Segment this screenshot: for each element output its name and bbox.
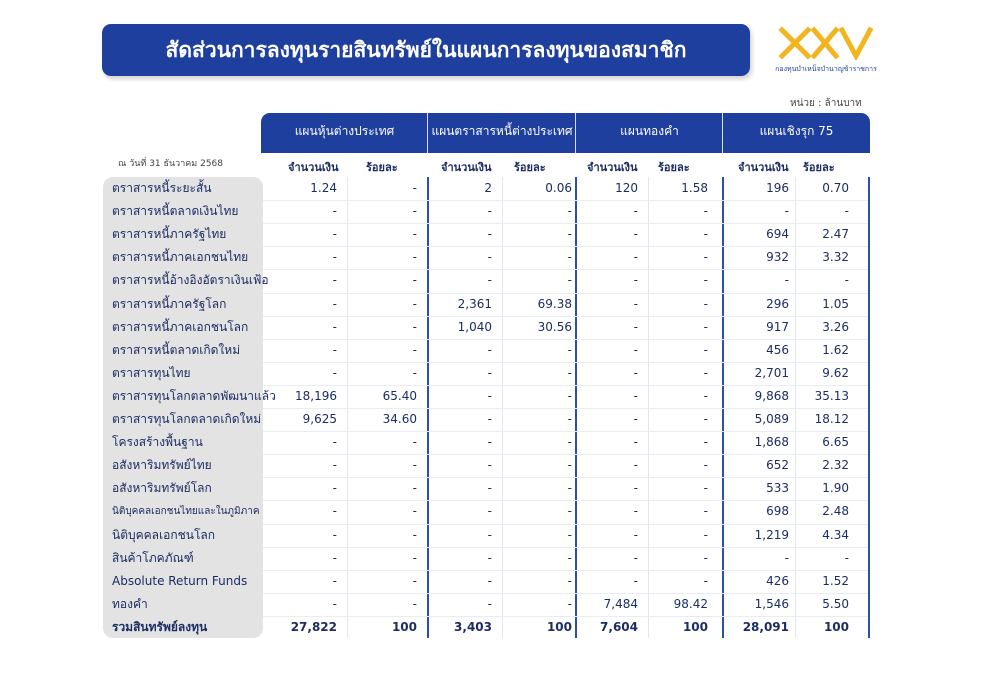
row-separator	[263, 246, 868, 247]
amount-cell: -	[633, 204, 638, 218]
percent-cell: -	[703, 504, 708, 518]
amount-cell: -	[633, 273, 638, 287]
percent-cell: -	[703, 297, 708, 311]
subheader-amount: จำนวนเงิน	[738, 161, 789, 174]
percent-cell: -	[412, 481, 417, 495]
amount-cell: 9,625	[302, 412, 337, 426]
percent-cell: -	[703, 481, 708, 495]
amount-cell: 694	[766, 227, 789, 241]
total-row-label: รวมสินทรัพย์ลงทุน	[112, 620, 208, 634]
row-separator	[263, 385, 868, 386]
amount-cell: 120	[615, 181, 638, 195]
percent-cell: -	[567, 435, 572, 449]
row-separator	[263, 547, 868, 548]
row-label: ตราสารหนี้ภาครัฐไทย	[112, 227, 227, 241]
amount-cell: -	[332, 343, 337, 357]
amount-cell: -	[633, 366, 638, 380]
percent-cell: -	[703, 574, 708, 588]
amount-cell: 7,484	[603, 597, 638, 611]
percent-cell: 1.05	[822, 297, 849, 311]
percent-cell: 1.62	[822, 343, 849, 357]
percent-cell: 0.06	[545, 181, 572, 195]
amount-cell: -	[784, 273, 789, 287]
row-separator	[263, 293, 868, 294]
amount-cell: 426	[766, 574, 789, 588]
amount-cell: 1,546	[754, 597, 789, 611]
row-separator	[263, 616, 868, 617]
percent-cell: -	[844, 273, 849, 287]
subheader-percent: ร้อยละ	[658, 161, 690, 174]
row-label: ตราสารหนี้ภาครัฐโลก	[112, 297, 227, 311]
percent-cell: 100	[546, 620, 572, 634]
amount-cell: -	[332, 297, 337, 311]
amount-cell: -	[487, 481, 492, 495]
row-label: ตราสารหนี้ภาคเอกชนโลก	[112, 320, 249, 334]
amount-cell: 196	[766, 181, 789, 195]
percent-cell: 100	[823, 620, 849, 634]
percent-cell: -	[567, 504, 572, 518]
amount-cell: 2,701	[754, 366, 789, 380]
row-separator	[263, 316, 868, 317]
amount-cell: -	[332, 204, 337, 218]
amount-cell: 1.24	[310, 181, 337, 195]
percent-cell: 1.58	[681, 181, 708, 195]
percent-cell: -	[567, 389, 572, 403]
percent-cell: 9.62	[822, 366, 849, 380]
gpf-logo-icon	[778, 26, 874, 60]
amount-cell: -	[332, 528, 337, 542]
amount-cell: -	[633, 320, 638, 334]
amount-cell: 7,604	[600, 620, 638, 634]
row-separator	[263, 431, 868, 432]
percent-cell: -	[567, 597, 572, 611]
as-of-date: ณ วันที่ 31 ธันวาคม 2568	[118, 159, 223, 169]
row-label: ทองคำ	[112, 597, 148, 611]
amount-cell: -	[487, 551, 492, 565]
percent-cell: 100	[391, 620, 417, 634]
percent-cell: -	[412, 181, 417, 195]
percent-cell: 98.42	[673, 597, 708, 611]
row-separator	[263, 593, 868, 594]
percent-cell: -	[703, 458, 708, 472]
row-separator	[263, 223, 868, 224]
percent-cell: -	[567, 481, 572, 495]
subheader-amount: จำนวนเงิน	[288, 161, 339, 174]
amount-cell: -	[487, 597, 492, 611]
percent-cell: -	[567, 250, 572, 264]
row-label: ตราสารหนี้ภาคเอกชนไทย	[112, 250, 249, 264]
subheader-percent: ร้อยละ	[803, 161, 835, 174]
subheader-amount: จำนวนเงิน	[587, 161, 638, 174]
row-label: สินค้าโภคภัณฑ์	[112, 551, 194, 565]
amount-cell: -	[784, 551, 789, 565]
amount-cell: 2,361	[457, 297, 492, 311]
plan-header-foreign-bond: แผนตราสารหนี้ต่างประเทศ	[428, 113, 576, 153]
row-separator	[263, 269, 868, 270]
row-separator	[263, 570, 868, 571]
amount-cell: -	[633, 481, 638, 495]
row-label: ตราสารทุนโลกตลาดพัฒนาแล้ว	[112, 389, 276, 403]
percent-cell: -	[703, 528, 708, 542]
percent-cell: -	[412, 528, 417, 542]
percent-cell: 2.48	[822, 504, 849, 518]
percent-cell: -	[412, 504, 417, 518]
row-label: นิติบุคคลเอกชนโลก	[112, 528, 216, 542]
amount-cell: -	[633, 227, 638, 241]
amount-cell: -	[633, 458, 638, 472]
subheader-amount: จำนวนเงิน	[441, 161, 492, 174]
amount-cell: -	[633, 297, 638, 311]
plan-divider	[868, 177, 870, 638]
amount-cell: 3,403	[454, 620, 492, 634]
row-separator	[263, 408, 868, 409]
percent-cell: -	[567, 204, 572, 218]
amount-cell: 28,091	[742, 620, 789, 634]
row-label: อสังหาริมทรัพย์โลก	[112, 481, 212, 495]
row-label: ตราสารทุนโลกตลาดเกิดใหม่	[112, 412, 262, 426]
amount-cell: -	[332, 458, 337, 472]
amount-cell: -	[332, 574, 337, 588]
percent-cell: -	[412, 366, 417, 380]
amount-cell: 932	[766, 250, 789, 264]
amount-cell: -	[633, 574, 638, 588]
amount-cell: -	[332, 481, 337, 495]
row-separator	[263, 500, 868, 501]
percent-cell: -	[703, 343, 708, 357]
row-label: Absolute Return Funds	[112, 574, 248, 588]
amount-cell: -	[332, 435, 337, 449]
percent-cell: 30.56	[537, 320, 572, 334]
amount-cell: -	[633, 551, 638, 565]
percent-cell: -	[703, 204, 708, 218]
percent-cell: -	[703, 227, 708, 241]
row-label: ตราสารทุนไทย	[112, 366, 191, 380]
row-separator	[263, 524, 868, 525]
percent-cell: -	[703, 389, 708, 403]
percent-cell: -	[567, 343, 572, 357]
amount-cell: -	[332, 273, 337, 287]
percent-cell: 6.65	[822, 435, 849, 449]
percent-cell: -	[567, 227, 572, 241]
amount-cell: -	[487, 343, 492, 357]
amount-cell: -	[487, 458, 492, 472]
amount-cell: 533	[766, 481, 789, 495]
percent-cell: -	[412, 574, 417, 588]
percent-cell: -	[703, 551, 708, 565]
amount-cell: -	[487, 389, 492, 403]
amount-cell: -	[487, 204, 492, 218]
amount-cell: -	[633, 250, 638, 264]
amount-cell: -	[332, 227, 337, 241]
subheader-percent: ร้อยละ	[514, 161, 546, 174]
amount-cell: 698	[766, 504, 789, 518]
row-separator	[263, 362, 868, 363]
amount-cell: 9,868	[754, 389, 789, 403]
amount-cell: -	[487, 412, 492, 426]
row-label: อสังหาริมทรัพย์ไทย	[112, 458, 212, 472]
percent-cell: -	[844, 204, 849, 218]
percent-cell: 1.52	[822, 574, 849, 588]
amount-cell: 296	[766, 297, 789, 311]
logo-caption: กองทุนบำเหน็จบำนาญข้าราชการ	[775, 65, 877, 73]
percent-cell: -	[567, 412, 572, 426]
percent-cell: -	[567, 458, 572, 472]
amount-cell: 652	[766, 458, 789, 472]
amount-cell: -	[487, 227, 492, 241]
amount-cell: 18,196	[295, 389, 337, 403]
amount-cell: 1,040	[457, 320, 492, 334]
percent-cell: -	[703, 412, 708, 426]
page-title: สัดส่วนการลงทุนรายสินทรัพย์ในแผนการลงทุนของสมาชิก	[102, 24, 750, 76]
percent-cell: 3.26	[822, 320, 849, 334]
percent-cell: -	[412, 204, 417, 218]
amount-cell: -	[332, 250, 337, 264]
percent-cell: -	[703, 435, 708, 449]
percent-cell: -	[703, 366, 708, 380]
amount-cell: -	[633, 435, 638, 449]
subheader-percent: ร้อยละ	[366, 161, 398, 174]
percent-cell: 65.40	[382, 389, 417, 403]
percent-cell: -	[412, 297, 417, 311]
percent-cell: 35.13	[814, 389, 849, 403]
percent-cell: -	[412, 320, 417, 334]
percent-cell: -	[567, 551, 572, 565]
percent-cell: -	[567, 574, 572, 588]
percent-cell: 5.50	[822, 597, 849, 611]
amount-cell: -	[487, 528, 492, 542]
amount-cell: -	[332, 551, 337, 565]
percent-cell: -	[567, 273, 572, 287]
percent-cell: 18.12	[814, 412, 849, 426]
unit-note: หน่วย : ล้านบาท	[790, 98, 862, 109]
percent-cell: -	[412, 273, 417, 287]
percent-cell: -	[703, 250, 708, 264]
percent-cell: 2.32	[822, 458, 849, 472]
row-separator	[263, 477, 868, 478]
amount-cell: 456	[766, 343, 789, 357]
amount-cell: 1,219	[754, 528, 789, 542]
plan-header-foreign-equity: แผนหุ้นต่างประเทศ	[261, 113, 428, 153]
percent-cell: 100	[682, 620, 708, 634]
percent-cell: 1.90	[822, 481, 849, 495]
amount-cell: -	[784, 204, 789, 218]
plan-header-gold: แผนทองคำ	[576, 113, 723, 153]
percent-cell: -	[703, 273, 708, 287]
amount-cell: 5,089	[754, 412, 789, 426]
row-label: นิติบุคคลเอกชนไทยและในภูมิภาค	[112, 506, 260, 517]
amount-cell: 27,822	[290, 620, 337, 634]
percent-cell: 34.60	[382, 412, 417, 426]
percent-cell: -	[412, 343, 417, 357]
logo	[770, 26, 880, 78]
amount-cell: -	[332, 504, 337, 518]
percent-cell: -	[703, 320, 708, 334]
amount-cell: -	[633, 528, 638, 542]
percent-cell: -	[412, 435, 417, 449]
amount-cell: -	[487, 504, 492, 518]
row-label: โครงสร้างพื้นฐาน	[112, 435, 203, 449]
amount-cell: -	[332, 366, 337, 380]
amount-cell: -	[487, 435, 492, 449]
percent-cell: -	[567, 528, 572, 542]
row-separator	[263, 200, 868, 201]
percent-cell: 3.32	[822, 250, 849, 264]
amount-cell: -	[487, 273, 492, 287]
row-label: ตราสารหนี้อ้างอิงอัตราเงินเฟ้อ	[112, 273, 269, 287]
amount-cell: -	[332, 597, 337, 611]
percent-cell: -	[412, 227, 417, 241]
percent-cell: -	[844, 551, 849, 565]
amount-cell: 2	[484, 181, 492, 195]
percent-cell: 2.47	[822, 227, 849, 241]
amount-cell: -	[633, 389, 638, 403]
percent-cell: 0.70	[822, 181, 849, 195]
plan-header-active-75: แผนเชิงรุก 75	[723, 113, 870, 153]
amount-cell: -	[487, 366, 492, 380]
amount-cell: 917	[766, 320, 789, 334]
amount-cell: -	[633, 343, 638, 357]
percent-cell: -	[567, 366, 572, 380]
percent-cell: -	[412, 597, 417, 611]
percent-cell: -	[412, 458, 417, 472]
row-label: ตราสารหนี้ตลาดเงินไทย	[112, 204, 239, 218]
percent-cell: 69.38	[537, 297, 572, 311]
percent-cell: -	[412, 551, 417, 565]
row-label: ตราสารหนี้ระยะสั้น	[112, 181, 212, 195]
row-separator	[263, 454, 868, 455]
percent-cell: -	[412, 250, 417, 264]
amount-cell: -	[633, 504, 638, 518]
amount-cell: 1,868	[754, 435, 789, 449]
amount-cell: -	[487, 250, 492, 264]
percent-cell: 4.34	[822, 528, 849, 542]
amount-cell: -	[332, 320, 337, 334]
amount-cell: -	[633, 412, 638, 426]
row-separator	[263, 339, 868, 340]
row-label: ตราสารหนี้ตลาดเกิดใหม่	[112, 343, 241, 357]
amount-cell: -	[487, 574, 492, 588]
